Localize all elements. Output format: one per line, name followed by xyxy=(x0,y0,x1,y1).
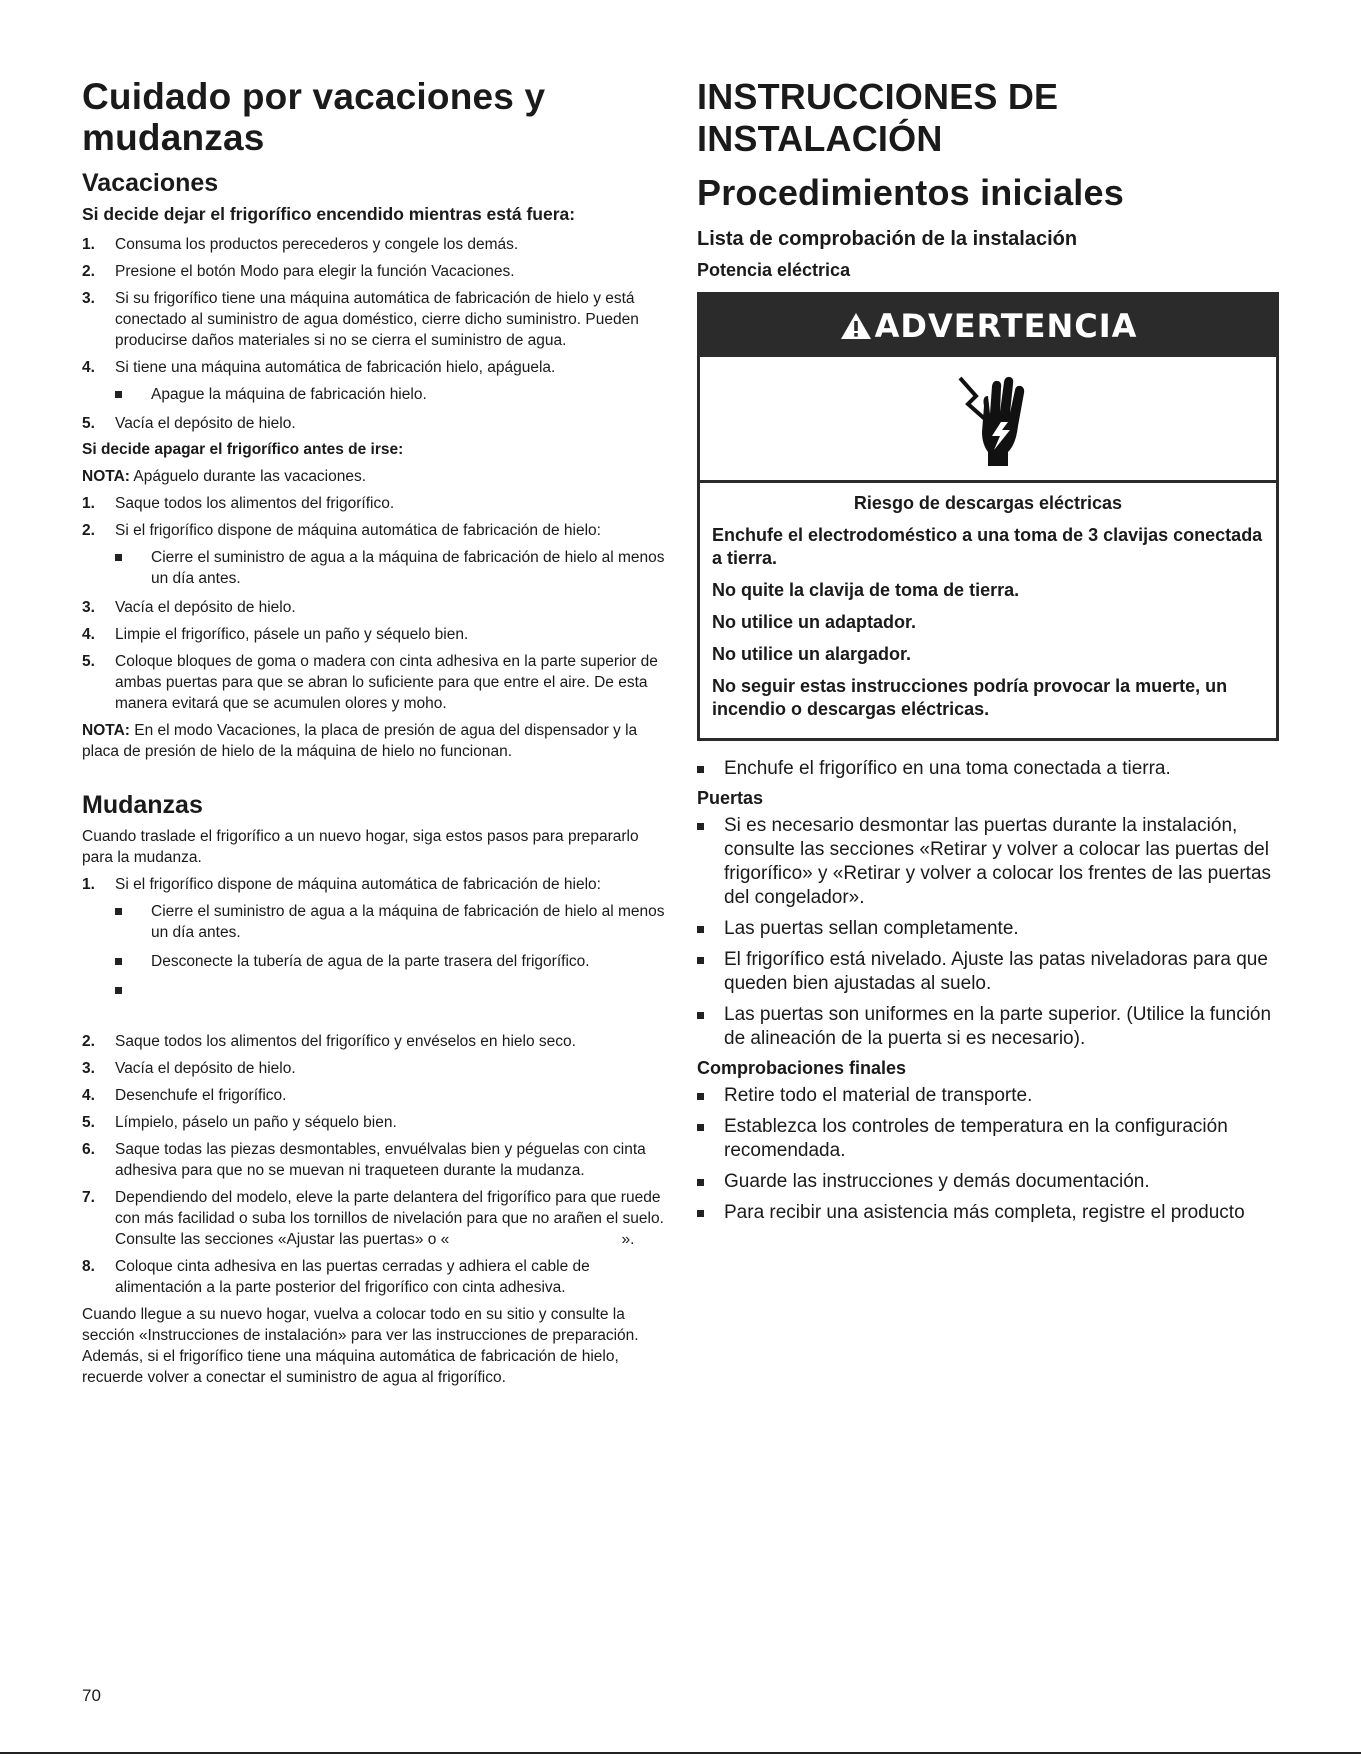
item-text: Si el frigorífico dispone de máquina automática de fabricación de hielo: xyxy=(115,522,601,539)
warning-header xyxy=(700,295,1276,357)
warning-line: No utilice un adaptador. xyxy=(712,612,917,632)
square-bullet-icon xyxy=(697,957,704,964)
numbered-item xyxy=(82,288,672,351)
item-text: Límpielo, páselo un paño y séquelo bien. xyxy=(115,1114,397,1131)
item-text: Consuma los productos perecederos y congele los demás. xyxy=(115,236,519,253)
numbered-item xyxy=(82,874,672,1001)
square-bullet-icon xyxy=(697,926,704,933)
bullet-item xyxy=(115,980,672,1001)
bullet-item xyxy=(115,951,672,972)
item-text: Coloque cinta adhesiva en las puertas cerradas y adhiera el cable de alimentación a la parte posterior del frigorífico con cinta adhesiva. xyxy=(115,1258,595,1296)
item-number: 3. xyxy=(82,599,95,616)
item-number: 3. xyxy=(82,290,95,307)
item-number: 5. xyxy=(82,415,95,432)
warning-body xyxy=(700,483,1276,738)
item-text: Vacía el depósito de hielo. xyxy=(115,415,296,432)
section-title: Procedimientos iniciales xyxy=(697,172,1124,213)
mudanzas-intro: Cuando traslade el frigorífico a un nuevo hogar, siga estos pasos para prepararlo para la mudanza. xyxy=(82,828,639,866)
numbered-item xyxy=(82,1256,672,1298)
square-bullet-icon xyxy=(115,391,122,398)
warning-line: No utilice un alargador. xyxy=(712,644,912,664)
page-bottom-rule xyxy=(0,1752,1361,1754)
warning-risk: Riesgo de descargas eléctricas xyxy=(853,493,1123,513)
bullet-item xyxy=(697,948,1282,996)
bullet-text: Las puertas sellan completamente. xyxy=(724,918,1019,939)
numbered-item xyxy=(82,1031,672,1052)
bullet-item xyxy=(697,757,1282,781)
numbered-item xyxy=(82,597,672,618)
vacaciones-on-subheading: Si decide dejar el frigorífico encendido mientras está fuera: xyxy=(82,204,576,224)
nota-label: NOTA: xyxy=(82,468,130,485)
warning-box xyxy=(697,292,1279,741)
final-bullets xyxy=(697,1084,1282,1225)
item-number: 2. xyxy=(82,1033,95,1050)
square-bullet-icon xyxy=(115,908,122,915)
item-text: Si el frigorífico dispone de máquina automática de fabricación de hielo: xyxy=(115,876,601,893)
item-text: Presione el botón Modo para elegir la función Vacaciones. xyxy=(115,263,515,280)
bullet-text: Cierre el suministro de agua a la máquina de fabricación de hielo al menos un día antes. xyxy=(151,903,665,941)
warning-triangle-icon xyxy=(839,311,873,341)
square-bullet-icon xyxy=(697,1179,704,1186)
bullet-text: Las puertas son uniformes en la parte superior. (Utilice la función de alineación de la puerta si es necesario). xyxy=(724,1004,1272,1049)
item-text: Limpie el frigorífico, pásele un paño y séquelo bien. xyxy=(115,626,469,643)
item-text: Dependiendo del modelo, eleve la parte delantera del frigorífico para que ruede con más facilidad o suba los tornillos de nivelación para que no arañen el suelo. Consulte las secciones «Ajustar las puertas» o « ». xyxy=(115,1189,669,1248)
mudanzas-list xyxy=(82,1031,672,1298)
bullet-item xyxy=(115,384,672,405)
power-bullets xyxy=(697,757,1282,781)
bullet-text: Retire todo el material de transporte. xyxy=(724,1085,1033,1106)
numbered-item xyxy=(82,234,672,255)
bullet-item xyxy=(697,917,1282,941)
numbered-item xyxy=(82,520,672,589)
square-bullet-icon xyxy=(697,1012,704,1019)
vacaciones-off-list xyxy=(82,493,672,714)
numbered-item xyxy=(82,1058,672,1079)
bullet-text: Desconecte la tubería de agua de la parte trasera del frigorífico. xyxy=(151,953,590,970)
bullet-text: Si es necesario desmontar las puertas durante la instalación, consulte las secciones «Retirar y volver a colocar las puertas del frigorífico» y «Retirar y volver a colocar los frentes de las puertas del congelador». xyxy=(724,815,1272,908)
checklist-heading: Lista de comprobación de la instalación xyxy=(697,228,1078,250)
mudanzas-list-first xyxy=(82,874,672,1001)
item-text: Si su frigorífico tiene una máquina automática de fabricación de hielo y está conectado al suministro de agua doméstico, cierre dicho suministro. Pueden producirse daños materiales si no se cierra el suministro de agua. xyxy=(115,290,644,349)
vacaciones-on-list xyxy=(82,234,672,434)
square-bullet-icon xyxy=(115,554,122,561)
left-column xyxy=(82,76,672,1394)
square-bullet-icon xyxy=(697,823,704,830)
bullet-text: Para recibir una asistencia más completa, registre el producto xyxy=(724,1202,1245,1223)
item-text: Saque todos los alimentos del frigorífico y envéselos en hielo seco. xyxy=(115,1033,576,1050)
item-text: Desenchufe el frigorífico. xyxy=(115,1087,287,1104)
mudanzas-heading: Mudanzas xyxy=(82,791,203,819)
page-number: 70 xyxy=(82,1686,101,1705)
item-text: Si tiene una máquina automática de fabricación hielo, apáguela. xyxy=(115,359,556,376)
doors-heading: Puertas xyxy=(697,788,764,808)
vacaciones-off-subheading: Si decide apagar el frigorífico antes de irse: xyxy=(82,441,404,458)
bullet-text: Cierre el suministro de agua a la máquina de fabricación de hielo al menos un día antes. xyxy=(151,549,665,587)
item-number: 2. xyxy=(82,522,95,539)
final-heading: Comprobaciones finales xyxy=(697,1058,907,1078)
numbered-item xyxy=(82,624,672,645)
warning-lines xyxy=(712,524,1264,721)
nota-text: Apáguelo durante las vacaciones. xyxy=(129,468,367,485)
bullet-item xyxy=(697,1170,1282,1194)
item-text: Saque todos los alimentos del frigorífico. xyxy=(115,495,395,512)
bullet-item xyxy=(697,1115,1282,1163)
warning-line: No seguir estas instrucciones podría provocar la muerte, un incendio o descargas eléctricas. xyxy=(712,676,1228,719)
bullet-text: Establezca los controles de temperatura en la configuración recomendada. xyxy=(724,1116,1228,1161)
warning-title: ADVERTENCIA xyxy=(874,307,1138,345)
numbered-item xyxy=(82,413,672,434)
numbered-item xyxy=(82,1139,672,1181)
bullet-text: Guarde las instrucciones y demás documentación. xyxy=(724,1171,1150,1192)
vacaciones-heading: Vacaciones xyxy=(82,169,219,197)
numbered-item xyxy=(82,651,672,714)
item-number: 4. xyxy=(82,626,95,643)
item-text: Vacía el depósito de hielo. xyxy=(115,599,296,616)
bullet-item xyxy=(697,1201,1282,1225)
nota-1 xyxy=(82,466,672,487)
nota-label: NOTA: xyxy=(82,722,130,739)
square-bullet-icon xyxy=(697,766,704,773)
page-title-left: Cuidado por vacaciones y mudanzas xyxy=(82,76,546,158)
numbered-item xyxy=(82,261,672,282)
right-column xyxy=(697,76,1282,1232)
item-number: 8. xyxy=(82,1258,95,1275)
item-number: 6. xyxy=(82,1141,95,1158)
bullet-item xyxy=(115,547,672,589)
numbered-item xyxy=(82,1112,672,1133)
sub-bullets xyxy=(115,547,672,589)
doors-bullets xyxy=(697,814,1282,1051)
nota-2 xyxy=(82,720,672,762)
bullet-text: Apague la máquina de fabricación hielo. xyxy=(151,386,427,403)
item-number: 5. xyxy=(82,1114,95,1131)
sub-bullets xyxy=(115,384,672,405)
item-number: 3. xyxy=(82,1060,95,1077)
warning-line: No quite la clavija de toma de tierra. xyxy=(712,580,1020,600)
item-number: 1. xyxy=(82,495,95,512)
numbered-item xyxy=(82,1085,672,1106)
item-text: Vacía el depósito de hielo. xyxy=(115,1060,296,1077)
item-text: Coloque bloques de goma o madera con cinta adhesiva en la parte superior de ambas puertas para que se abran lo suficiente para que entre el aire. De esta manera evitará que se acumulen olores y moho. xyxy=(115,653,663,712)
item-text: Saque todas las piezas desmontables, envuélvalas bien y péguelas con cinta adhesiva para que no se muevan ni traqueteen durante la mudanza. xyxy=(115,1141,651,1179)
item-number: 4. xyxy=(82,359,95,376)
bullet-item xyxy=(697,814,1282,910)
item-number: 2. xyxy=(82,263,95,280)
numbered-item xyxy=(82,1187,672,1250)
bullet-item xyxy=(697,1003,1282,1051)
bullet-item xyxy=(115,901,672,943)
bullet-item xyxy=(697,1084,1282,1108)
nota-text: En el modo Vacaciones, la placa de presión de agua del dispensador y la placa de presión de hielo de la máquina de hielo no funcionan. xyxy=(82,722,638,760)
numbered-item xyxy=(82,493,672,514)
item-number: 7. xyxy=(82,1189,95,1206)
item-number: 1. xyxy=(82,876,95,893)
square-bullet-icon xyxy=(697,1093,704,1100)
warning-icon-area xyxy=(700,357,1276,483)
numbered-item xyxy=(82,357,672,405)
warning-line: Enchufe el electrodoméstico a una toma de 3 clavijas conectada a tierra. xyxy=(712,525,1263,568)
bullet-text: Enchufe el frigorífico en una toma conectada a tierra. xyxy=(724,758,1171,779)
power-heading: Potencia eléctrica xyxy=(697,260,851,280)
item-number: 1. xyxy=(82,236,95,253)
sub-bullets xyxy=(115,901,672,1001)
mudanzas-closing: Cuando llegue a su nuevo hogar, vuelva a colocar todo en su sitio y consulte la sección «Instrucciones de instalación» para ver las instrucciones de preparación. Además, si el frigorífico tiene una máquina automática de fabricación de hielo, recuerde volver a conectar el suministro de agua al frigorífico. xyxy=(82,1306,639,1386)
square-bullet-icon xyxy=(115,958,122,965)
square-bullet-icon xyxy=(697,1124,704,1131)
page-title-right: INSTRUCCIONES DE INSTALACIÓN xyxy=(697,76,1059,159)
item-number: 4. xyxy=(82,1087,95,1104)
bullet-text: El frigorífico está nivelado. Ajuste las patas niveladoras para que queden bien ajustadas al suelo. xyxy=(724,949,1268,994)
electric-shock-hand-icon xyxy=(938,366,1038,471)
item-number: 5. xyxy=(82,653,95,670)
square-bullet-icon xyxy=(115,987,122,994)
square-bullet-icon xyxy=(697,1210,704,1217)
